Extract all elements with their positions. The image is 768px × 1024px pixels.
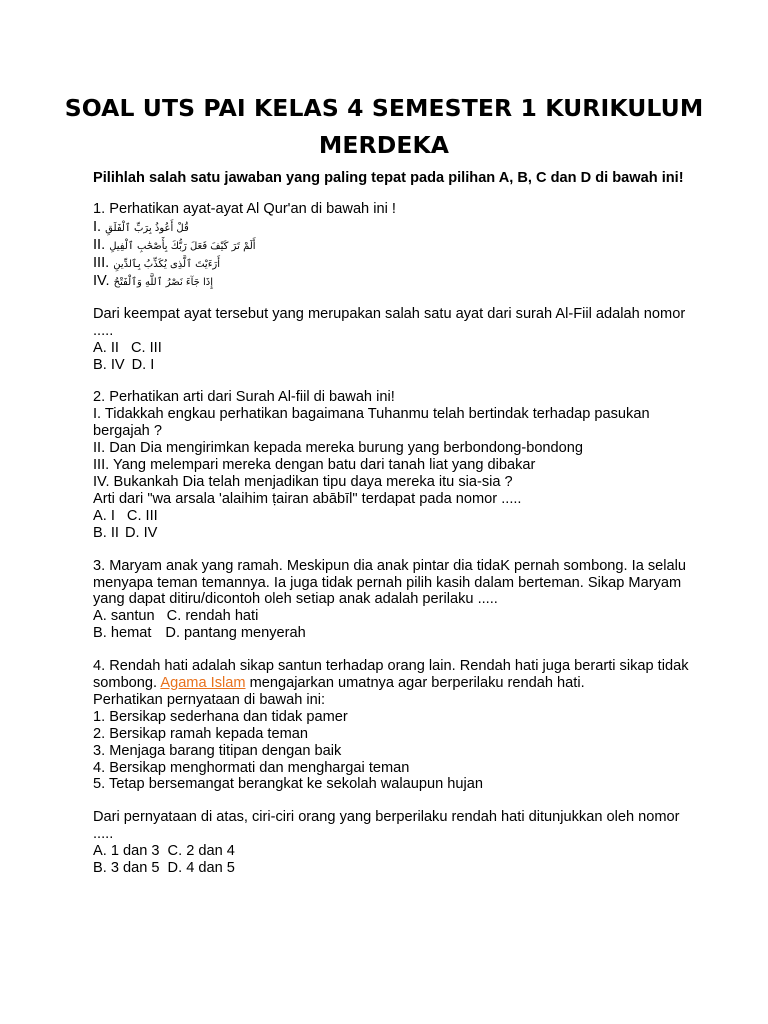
translation-line: IV. Bukankah Dia telah menjadikan tipu daya mereka itu sia-sia ? <box>93 473 513 490</box>
ayah-number: I. <box>93 218 106 235</box>
options-row-2 <box>93 525 693 542</box>
ayah-row-3 <box>93 254 693 272</box>
option-d: D. pantang menyerah <box>165 625 306 642</box>
question-4-question: Dari pernyataan di atas, ciri-ciri orang yang berperilaku rendah hati ditunjukkan oleh nomor ..... <box>93 809 680 843</box>
option-d: D. IV <box>124 524 158 541</box>
translation-line: II. Dan Dia mengirimkan kepada mereka burung yang berbondong-bondong <box>93 440 584 457</box>
option-c: C. III <box>126 507 158 524</box>
question-2 <box>93 389 693 541</box>
question-1-prompt: 1. Perhatikan ayat-ayat Al Qur'an di bawah ini ! <box>93 200 396 217</box>
option-c: C. rendah hati <box>166 608 259 625</box>
ayah-text: إِذَا جَآءَ نَصْرُ ٱللَّهِ وَٱلْفَتْحُ <box>113 276 214 288</box>
agama-islam-link[interactable]: Agama Islam <box>160 675 246 692</box>
ayah-text: أَلَمْ تَرَ كَيْفَ فَعَلَ رَبُّكَ بِأَصْحَٰبِ ٱلْفِيلِ <box>109 240 256 252</box>
question-4-prompt: Perhatikan pernyataan di bawah ini: <box>93 691 326 708</box>
options-row-2 <box>93 357 693 374</box>
option-a: A. I <box>93 507 115 524</box>
question-4-body <box>93 809 693 877</box>
option-b: B. hemat <box>93 625 152 642</box>
options-row-1 <box>93 340 693 357</box>
options-row-1 <box>93 608 693 625</box>
question-2-text: Arti dari "wa arsala 'alaihim ṭairan abābīl" terdapat pada nomor ..... <box>93 490 522 507</box>
option-d: D. 4 dan 5 <box>167 860 235 877</box>
ayah-text: أَرَءَيْتَ ٱلَّذِى يُكَذِّبُ بِٱلدِّينِ <box>113 258 221 270</box>
option-b: B. II <box>93 524 119 541</box>
option-b: B. 3 dan 5 <box>93 860 160 877</box>
document-body <box>93 170 693 893</box>
statement-item: 1. Bersikap sederhana dan tidak pamer <box>93 708 348 725</box>
question-1 <box>93 201 693 290</box>
option-c: C. III <box>130 339 162 356</box>
ayah-number: III. <box>93 254 114 271</box>
option-c: C. 2 dan 4 <box>167 843 235 860</box>
option-b: B. IV <box>93 356 125 373</box>
ayah-row-2 <box>93 236 693 254</box>
option-a: A. santun <box>93 608 155 625</box>
translation-line: III. Yang melempari mereka dengan batu dari tanah liat yang dibakar <box>93 457 536 474</box>
option-d: D. I <box>131 356 155 373</box>
question-4-text-before: 4. Rendah hati adalah sikap santun terhadap orang lain. Rendah hati juga berarti sikap tidak sombong. <box>93 658 689 692</box>
statement-item: 3. Menjaga barang titipan dengan baik <box>93 742 342 759</box>
ayah-text: قُلْ أَعُوذُ بِرَبِّ ٱلْفَلَقِ <box>105 222 189 234</box>
page-title: SOAL UTS PAI KELAS 4 SEMESTER 1 KURIKULUM MERDEKA <box>64 94 704 159</box>
question-4-text <box>93 658 693 692</box>
option-a: A. 1 dan 3 <box>93 843 160 860</box>
ayah-number: II. <box>93 236 110 253</box>
ayah-row-4 <box>93 272 693 290</box>
question-1-text: Dari keempat ayat tersebut yang merupakan salah satu ayat dari surah Al-Fiil adalah nomor ..... <box>93 305 686 339</box>
options-row-1 <box>93 843 693 860</box>
question-3-text: 3. Maryam anak yang ramah. Meskipun dia anak pintar dia tidaK pernah sombong. Ia selalu menyapa teman temannya. Ia juga tidak pernah pilih kasih dalam berteman. Sikap Maryam yang dapat ditiru/dicontoh oleh setiap anak adalah perilaku ..... <box>93 557 687 608</box>
options-row-2 <box>93 625 693 642</box>
options-row-1 <box>93 508 693 525</box>
question-2-prompt: 2. Perhatikan arti dari Surah Al-fiil di bawah ini! <box>93 389 395 406</box>
ayah-row-1 <box>93 218 693 236</box>
instruction-text: Pilihlah salah satu jawaban yang paling tepat pada pilihan A, B, C dan D di bawah ini! <box>93 170 684 186</box>
option-a: A. II <box>93 339 119 356</box>
question-3 <box>93 558 693 643</box>
question-4 <box>93 658 693 793</box>
question-1-body <box>93 306 693 374</box>
statement-item: 5. Tetap bersemangat berangkat ke sekolah walaupun hujan <box>93 776 483 793</box>
ayah-number: IV. <box>93 272 114 289</box>
translation-line: I. Tidakkah engkau perhatikan bagaimana Tuhanmu telah bertindak terhadap pasukan bergajah ? <box>93 406 650 440</box>
statement-item: 4. Bersikap menghormati dan menghargai teman <box>93 759 410 776</box>
statement-item: 2. Bersikap ramah kepada teman <box>93 725 308 742</box>
question-4-text-after: mengajarkan umatnya agar berperilaku rendah hati. <box>245 675 585 692</box>
options-row-2 <box>93 860 693 877</box>
